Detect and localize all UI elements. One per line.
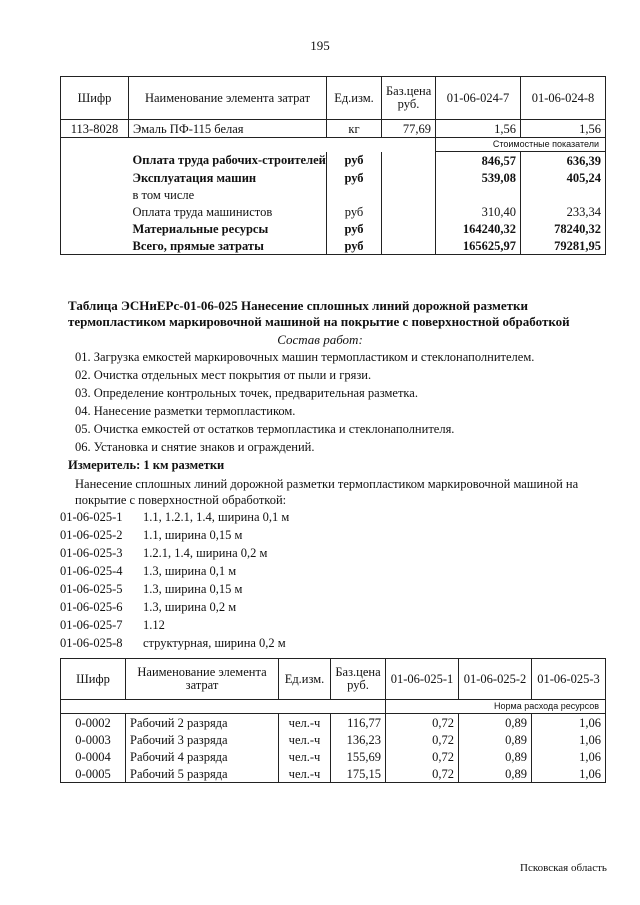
resource-table-025: [60, 658, 606, 783]
work-item: 02. Очистка отдельных мест покрытия от пыли и грязи.: [75, 368, 372, 382]
header-col1: 01-06-024-7: [436, 77, 521, 120]
cell-unit: чел.-ч: [279, 765, 331, 783]
row-unit: руб: [327, 237, 382, 255]
work-composition-title: Состав работ:: [277, 332, 363, 347]
table-row: [61, 152, 606, 170]
work-item: 01. Загрузка емкостей маркировочных машин термопластиком и стеклонаполнителем.: [75, 350, 535, 364]
cell-price: 136,23: [331, 731, 386, 748]
row-unit: руб: [327, 169, 382, 186]
norm-code-text: структурная, ширина 0,2 м: [143, 636, 286, 650]
cell-v1: 0,72: [386, 714, 459, 732]
row-v1: 310,40: [436, 203, 521, 220]
norm-code: 01-06-025-6: [60, 600, 123, 614]
row-v2: 78240,32: [521, 220, 606, 237]
cell-v1: 0,72: [386, 748, 459, 765]
description-line2: покрытие с поверхностной обработкой:: [75, 493, 287, 507]
row-name: Всего, прямые затраты: [129, 237, 327, 255]
norm-code: 01-06-025-5: [60, 582, 123, 596]
table-header-row: [61, 77, 606, 120]
work-item: 03. Определение контрольных точек, предварительная разметка.: [75, 386, 418, 400]
table-row: [61, 714, 606, 732]
cell-unit: кг: [327, 120, 382, 138]
row-name: в том числе: [132, 187, 195, 202]
header-col2: 01-06-024-8: [521, 77, 606, 120]
norm-code: 01-06-025-7: [60, 618, 123, 632]
norm-code: 01-06-025-1: [60, 510, 123, 524]
header-col1: 01-06-025-1: [386, 659, 459, 700]
cell-name: Рабочий 5 разряда: [126, 765, 279, 783]
header-col3: 01-06-025-3: [532, 659, 606, 700]
table-row: [61, 748, 606, 765]
row-unit: руб: [327, 152, 382, 170]
cell-name: Рабочий 2 разряда: [126, 714, 279, 732]
norm-code-text: 1.2.1, 1.4, ширина 0,2 м: [143, 546, 268, 560]
header-code: Шифр: [61, 659, 126, 700]
caption-row: [61, 138, 606, 152]
row-unit: руб: [327, 203, 382, 220]
page-number: 195: [310, 38, 330, 53]
table-row: [61, 237, 606, 255]
header-price: Баз.цена руб.: [382, 77, 436, 120]
section-title-line1: Таблица ЭСНиЕРс-01-06-025 Нанесение сплошных линий дорожной разметки: [68, 298, 529, 313]
header-col2: 01-06-025-2: [459, 659, 532, 700]
norm-code-text: 1.3, ширина 0,15 м: [143, 582, 243, 596]
row-v2: 79281,95: [521, 237, 606, 255]
header-price: Баз.цена руб.: [331, 659, 386, 700]
measure-unit: Измеритель: 1 км разметки: [68, 458, 225, 472]
norm-code-text: 1.1, 1.2.1, 1.4, ширина 0,1 м: [143, 510, 290, 524]
caption-row: [61, 700, 606, 714]
table-row: [61, 186, 606, 203]
cell-price: 155,69: [331, 748, 386, 765]
table-row: [61, 731, 606, 748]
row-name: Материальные ресурсы: [132, 221, 269, 236]
row-name: Оплата труда рабочих-строителей: [132, 153, 326, 168]
row-name: Эксплуатация машин: [132, 170, 257, 185]
norm-code: 01-06-025-4: [60, 564, 123, 578]
indicators-caption: Стоимостные показатели: [436, 138, 606, 152]
norm-code: 01-06-025-3: [60, 546, 123, 560]
cost-table-024: [60, 76, 606, 255]
row-v2: 636,39: [521, 152, 606, 170]
header-unit: Ед.изм.: [279, 659, 331, 700]
work-item: 04. Нанесение разметки термопластиком.: [75, 404, 296, 418]
table-row: [61, 203, 606, 220]
section-title-line2: термопластиком маркировочной машиной на покрытие с поверхностной обработкой: [68, 314, 570, 329]
cell-name: Эмаль ПФ-115 белая: [129, 120, 327, 138]
cell-unit: чел.-ч: [279, 748, 331, 765]
row-v1: 165625,97: [436, 237, 521, 255]
table-row: [61, 220, 606, 237]
cell-price: 175,15: [331, 765, 386, 783]
norm-code-text: 1.12: [143, 618, 165, 632]
cell-code: 0-0003: [61, 731, 126, 748]
row-v1: 539,08: [436, 169, 521, 186]
cell-v2: 0,89: [459, 765, 532, 783]
cell-v2: 0,89: [459, 731, 532, 748]
table-header-row: [61, 659, 606, 700]
description-line1: Нанесение сплошных линий дорожной разметки термопластиком маркировочной машиной на: [75, 477, 579, 491]
cell-price: 77,69: [382, 120, 436, 138]
norm-code-text: 1.3, ширина 0,1 м: [143, 564, 237, 578]
cell-v3: 1,06: [532, 748, 606, 765]
cell-code: 0-0004: [61, 748, 126, 765]
norm-code: 01-06-025-2: [60, 528, 123, 542]
cell-unit: чел.-ч: [279, 714, 331, 732]
table-row: [61, 120, 606, 138]
cell-v1: 0,72: [386, 731, 459, 748]
cell-v1: 1,56: [436, 120, 521, 138]
cell-price: 116,77: [331, 714, 386, 732]
header-unit: Ед.изм.: [327, 77, 382, 120]
cell-name: Рабочий 4 разряда: [126, 748, 279, 765]
work-item: 05. Очистка емкостей от остатков термопластика и стеклонаполнителя.: [75, 422, 455, 436]
footer-region: Псковская область: [520, 862, 607, 874]
cell-v2: 0,89: [459, 714, 532, 732]
table-row: [61, 169, 606, 186]
norm-code-text: 1.3, ширина 0,2 м: [143, 600, 237, 614]
cell-v1: 0,72: [386, 765, 459, 783]
norm-caption: Норма расхода ресурсов: [386, 700, 606, 714]
cell-name: Рабочий 3 разряда: [126, 731, 279, 748]
header-name: Наименование элемента затрат: [126, 659, 279, 700]
cell-v3: 1,06: [532, 714, 606, 732]
cell-code: 0-0005: [61, 765, 126, 783]
cell-v3: 1,06: [532, 731, 606, 748]
header-name: Наименование элемента затрат: [129, 77, 327, 120]
cell-code: 113-8028: [61, 120, 129, 138]
norm-code: 01-06-025-8: [60, 636, 123, 650]
row-unit: руб: [327, 220, 382, 237]
row-name: Оплата труда машинистов: [132, 204, 273, 219]
cell-v2: 0,89: [459, 748, 532, 765]
table-row: [61, 765, 606, 783]
cell-v2: 1,56: [521, 120, 606, 138]
norm-code-text: 1.1, ширина 0,15 м: [143, 528, 243, 542]
cell-v3: 1,06: [532, 765, 606, 783]
header-code: Шифр: [61, 77, 129, 120]
row-v2: 405,24: [521, 169, 606, 186]
row-v1: 846,57: [436, 152, 521, 170]
row-v1: 164240,32: [436, 220, 521, 237]
cell-code: 0-0002: [61, 714, 126, 732]
row-v2: 233,34: [521, 203, 606, 220]
work-item: 06. Установка и снятие знаков и ограждений.: [75, 440, 315, 454]
cell-unit: чел.-ч: [279, 731, 331, 748]
